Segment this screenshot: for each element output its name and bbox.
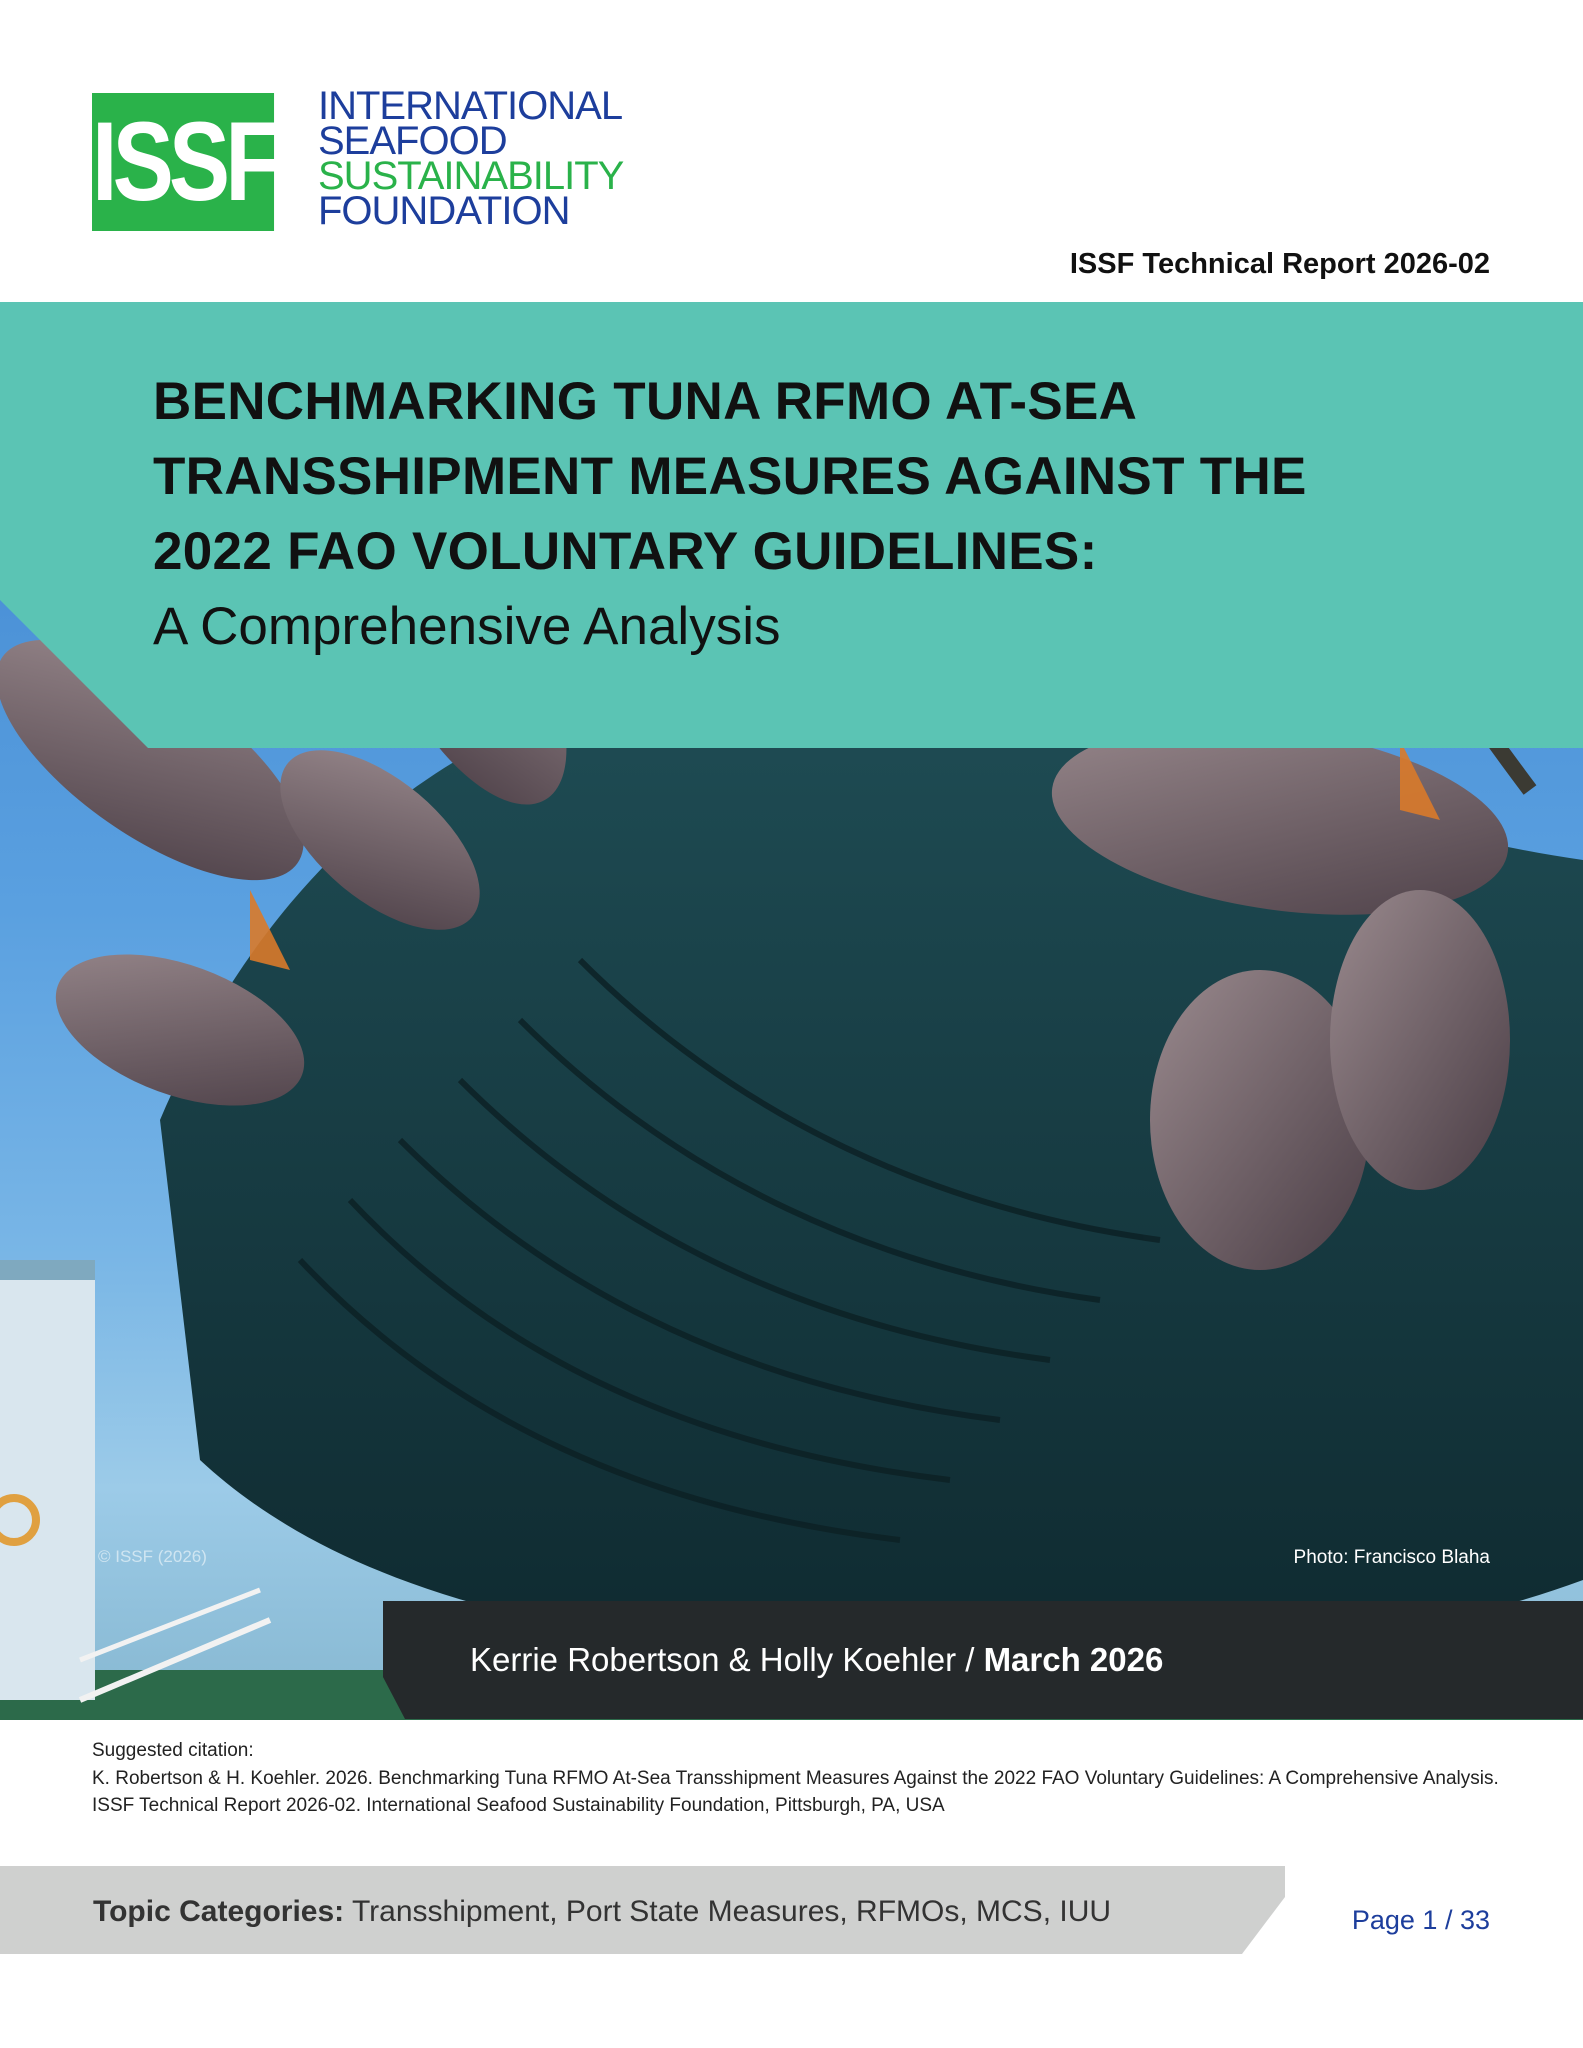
- title-line-1: BENCHMARKING TUNA RFMO AT-SEA: [153, 372, 1138, 431]
- topic-categories: [93, 1895, 1111, 1929]
- author-line: [470, 1641, 1163, 1679]
- logo-line-foundation: FOUNDATION: [318, 189, 570, 233]
- boat-hull: [0, 1260, 95, 1700]
- logo-abbreviation: ISSF: [92, 93, 274, 231]
- issf-logo: [92, 84, 624, 233]
- citation-label: Suggested citation:: [92, 1740, 254, 1761]
- logo-wordmark: [318, 84, 624, 233]
- suggested-citation: [92, 1737, 1512, 1819]
- title-line-2: TRANSSHIPMENT MEASURES AGAINST THE: [153, 447, 1307, 506]
- page-number: Page 1 / 33: [1351, 1905, 1490, 1935]
- report-title: [153, 364, 1483, 665]
- photo-credit: Photo: Francisco Blaha: [1293, 1547, 1490, 1568]
- topics-list: Transshipment, Port State Measures, RFMOs, MCS, IUU: [344, 1895, 1112, 1928]
- publication-date: March 2026: [983, 1641, 1164, 1678]
- report-number: ISSF Technical Report 2026-02: [1069, 248, 1490, 280]
- citation-text: K. Robertson & H. Koehler. 2026. Benchmarking Tuna RFMO At-Sea Transshipment Measures Against the 2022 FAO Voluntary Guidelines: A Comprehensive Analysis. ISSF Technical Report 2026-02. International Seafood Sustainability Foundation, Pittsburgh, PA, USA: [92, 1768, 1499, 1816]
- logo-line-international: INTERNATIONAL: [318, 84, 623, 128]
- logo-line-seafood: SEAFOOD: [318, 119, 507, 163]
- title-line-3: 2022 FAO VOLUNTARY GUIDELINES:: [153, 522, 1098, 581]
- photo-watermark: © ISSF (2026): [98, 1547, 207, 1566]
- logo-line-sustainability: SUSTAINABILITY: [318, 154, 624, 198]
- author-names: Kerrie Robertson & Holly Koehler /: [470, 1641, 984, 1678]
- topics-label: Topic Categories:: [93, 1895, 345, 1928]
- report-subtitle: A Comprehensive Analysis: [153, 597, 781, 656]
